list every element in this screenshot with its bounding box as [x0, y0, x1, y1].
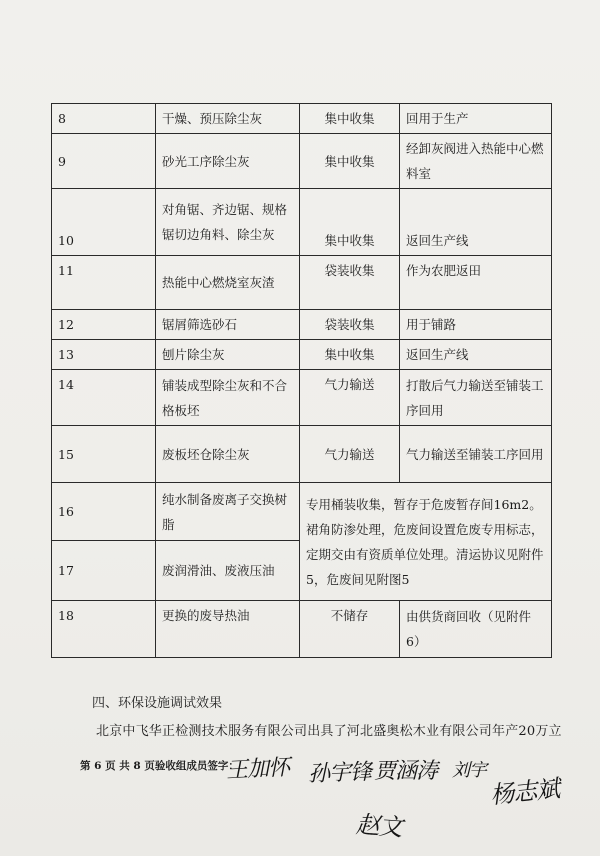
collection-method: 集中收集 [300, 104, 400, 134]
collection-method: 气力输送 [300, 426, 400, 483]
collection-method: 集中收集 [300, 340, 400, 370]
table-row [52, 310, 552, 340]
waste-name: 铺装成型除尘灰和不合格板坯 [156, 370, 300, 426]
handwritten-signature: 杨志斌 [488, 774, 561, 810]
row-number: 17 [52, 541, 156, 601]
section-heading: 四、环保设施调试效果 [92, 696, 223, 711]
table-row [52, 601, 552, 658]
disposal-method: 经卸灰阀进入热能中心燃料室 [400, 134, 552, 189]
disposal-method: 返回生产线 [400, 189, 552, 256]
waste-name: 热能中心燃烧室灰渣 [156, 256, 300, 310]
waste-name: 干燥、预压除尘灰 [156, 104, 300, 134]
disposal-method: 回用于生产 [400, 104, 552, 134]
waste-name: 锯屑筛选砂石 [156, 310, 300, 340]
waste-name: 砂光工序除尘灰 [156, 134, 300, 189]
signature-label: 第 6 页 共 8 页验收组成员签字： [80, 760, 239, 772]
collection-method: 袋装收集 [300, 310, 400, 340]
handwritten-signature: 刘宇 [452, 760, 486, 781]
handwritten-signature: 贾涵涛 [374, 759, 438, 784]
handwritten-signature: 王加怀 [225, 755, 290, 784]
disposal-method: 返回生产线 [400, 340, 552, 370]
waste-name: 纯水制备废离子交换树脂 [156, 483, 300, 541]
table-row [52, 256, 552, 310]
row-number: 12 [52, 310, 156, 340]
collection-method: 袋装收集 [300, 256, 400, 310]
table-row [52, 483, 552, 541]
collection-method: 集中收集 [300, 189, 400, 256]
disposal-method: 由供货商回收（见附件6） [400, 601, 552, 658]
collection-method: 不储存 [300, 601, 400, 658]
row-number: 8 [52, 104, 156, 134]
waste-name: 对角锯、齐边锯、规格锯切边角料、除尘灰 [156, 189, 300, 256]
table-row [52, 370, 552, 426]
row-number: 14 [52, 370, 156, 426]
waste-name: 更换的废导热油 [156, 601, 300, 658]
disposal-method: 作为农肥返田 [400, 256, 552, 310]
waste-name: 废润滑油、废液压油 [156, 541, 300, 601]
table-row [52, 104, 552, 134]
row-number: 16 [52, 483, 156, 541]
row-number: 10 [52, 189, 156, 256]
hazardous-waste-handling: 专用桶装收集，暂存于危废暂存间16m2。裙角防渗处理，危废间设置危废专用标志，定期交由有资质单位处理。清运协议见附件5，危废间见附图5 [300, 483, 552, 601]
row-number: 15 [52, 426, 156, 483]
row-number: 18 [52, 601, 156, 658]
disposal-method: 用于铺路 [400, 310, 552, 340]
handwritten-signature: 孙宇锋 [307, 759, 372, 788]
row-number: 11 [52, 256, 156, 310]
table-row [52, 340, 552, 370]
disposal-method: 打散后气力输送至铺装工序回用 [400, 370, 552, 426]
waste-name: 刨片除尘灰 [156, 340, 300, 370]
row-number: 13 [52, 340, 156, 370]
waste-name: 废板坯仓除尘灰 [156, 426, 300, 483]
collection-method: 集中收集 [300, 134, 400, 189]
body-paragraph: 北京中飞华正检测技术服务有限公司出具了河北盛奥松木业有限公司年产20万立 [96, 724, 562, 739]
handwritten-signature: 赵文 [354, 810, 403, 842]
table-row [52, 189, 552, 256]
solid-waste-table [51, 103, 552, 658]
disposal-method: 气力输送至铺装工序回用 [400, 426, 552, 483]
collection-method: 气力输送 [300, 370, 400, 426]
table-row [52, 426, 552, 483]
row-number: 9 [52, 134, 156, 189]
table-row [52, 134, 552, 189]
